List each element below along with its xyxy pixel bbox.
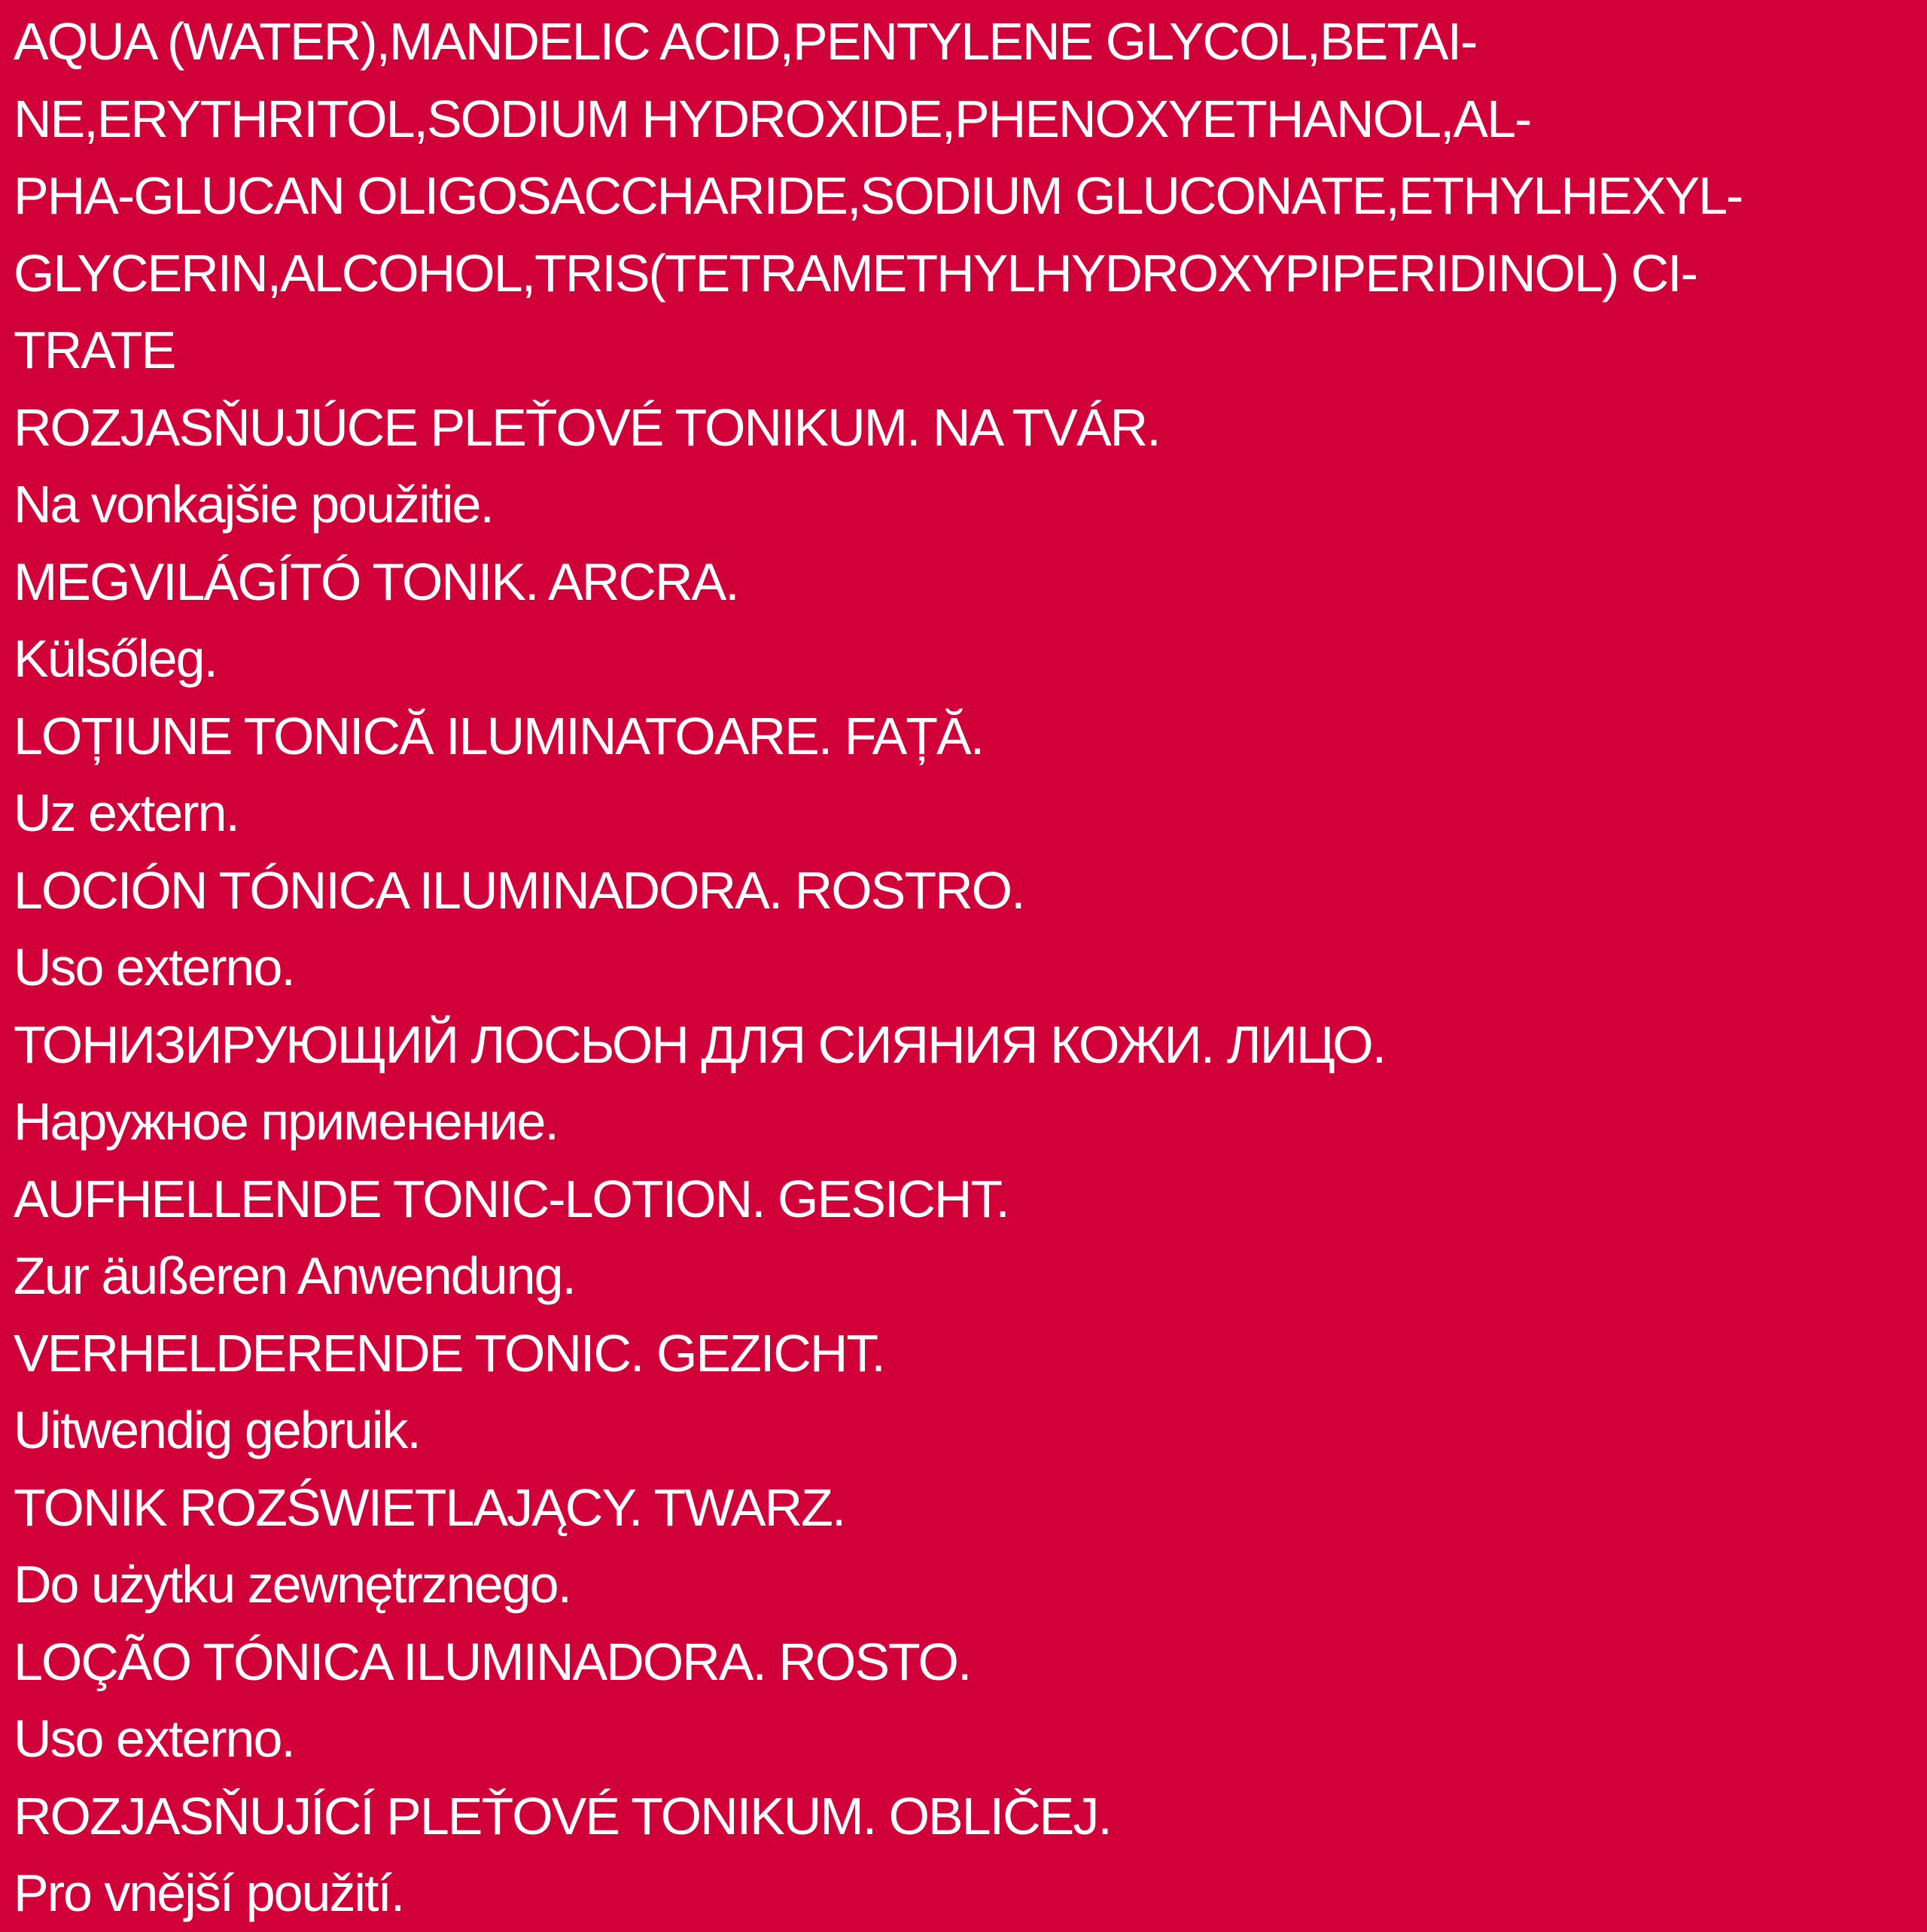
- translation-sk: [14, 389, 1927, 543]
- ingredients-line: PHA-GLUCAN OLIGOSACCHARIDE,SODIUM GLUCONATE,ETHYLHEXYL-: [14, 166, 1743, 225]
- product-title-nl: VERHELDERENDE TONIC. GEZICHT.: [14, 1323, 884, 1383]
- product-title-sk: ROZJASŇUJÚCE PLEŤOVÉ TONIKUM. NA TVÁR.: [14, 397, 1160, 457]
- usage-note-nl: Uitwendig gebruik.: [14, 1401, 420, 1459]
- ingredients-line: NE,ERYTHRITOL,SODIUM HYDROXIDE,PHENOXYETHANOL,AL-: [14, 89, 1531, 148]
- translation-ru: [14, 1006, 1927, 1161]
- translation-ro: [14, 698, 1927, 852]
- translation-cz: [14, 1778, 1927, 1932]
- usage-note-cz: Pro vnější použití.: [14, 1864, 404, 1922]
- translation-nl: [14, 1315, 1927, 1469]
- ingredients-line: AQUA (WATER),MANDELIC ACID,PENTYLENE GLYCOL,BETAI-: [14, 12, 1477, 71]
- usage-note-ro: Uz extern.: [14, 783, 239, 842]
- usage-note-pt: Uso externo.: [14, 1709, 294, 1768]
- translation-hu: [14, 543, 1927, 698]
- translation-pt: [14, 1623, 1927, 1778]
- product-title-cz: ROZJASŇUJÍCÍ PLEŤOVÉ TONIKUM. OBLIČEJ.: [14, 1786, 1111, 1845]
- usage-note-ru: Наружное применение.: [14, 1092, 558, 1151]
- usage-note-sk: Na vonkajšie použitie.: [14, 475, 493, 534]
- ingredients-list: [14, 3, 1927, 389]
- usage-note-es: Uso externo.: [14, 938, 294, 996]
- product-title-pl: TONIK ROZŚWIETLAJĄCY. TWARZ.: [14, 1477, 845, 1537]
- translation-es: [14, 852, 1927, 1006]
- product-label-panel: [0, 3, 1927, 1930]
- ingredients-line: TRATE: [14, 321, 175, 379]
- usage-note-pl: Do użytku zewnętrznego.: [14, 1555, 571, 1614]
- product-title-pt: LOÇÃO TÓNICA ILUMINADORA. ROSTO.: [14, 1632, 971, 1691]
- product-title-ro: LOȚIUNE TONICĂ ILUMINATOARE. FAȚĂ.: [14, 706, 984, 765]
- translation-de: [14, 1161, 1927, 1315]
- product-title-de: AUFHELLENDE TONIC-LOTION. GESICHT.: [14, 1169, 1009, 1228]
- product-title-ru: ТОНИЗИРУЮЩИЙ ЛОСЬОН ДЛЯ СИЯНИЯ КОЖИ. ЛИЦО.: [14, 1015, 1386, 1074]
- usage-note-de: Zur äußeren Anwendung.: [14, 1246, 575, 1305]
- usage-note-hu: Külsőleg.: [14, 629, 217, 688]
- ingredients-line: GLYCERIN,ALCOHOL,TRIS(TETRAMETHYLHYDROXYPIPERIDINOL) CI-: [14, 243, 1697, 303]
- product-title-es: LOCIÓN TÓNICA ILUMINADORA. ROSTRO.: [14, 860, 1024, 920]
- translation-pl: [14, 1469, 1927, 1623]
- product-title-hu: MEGVILÁGÍTÓ TONIK. ARCRA.: [14, 552, 738, 611]
